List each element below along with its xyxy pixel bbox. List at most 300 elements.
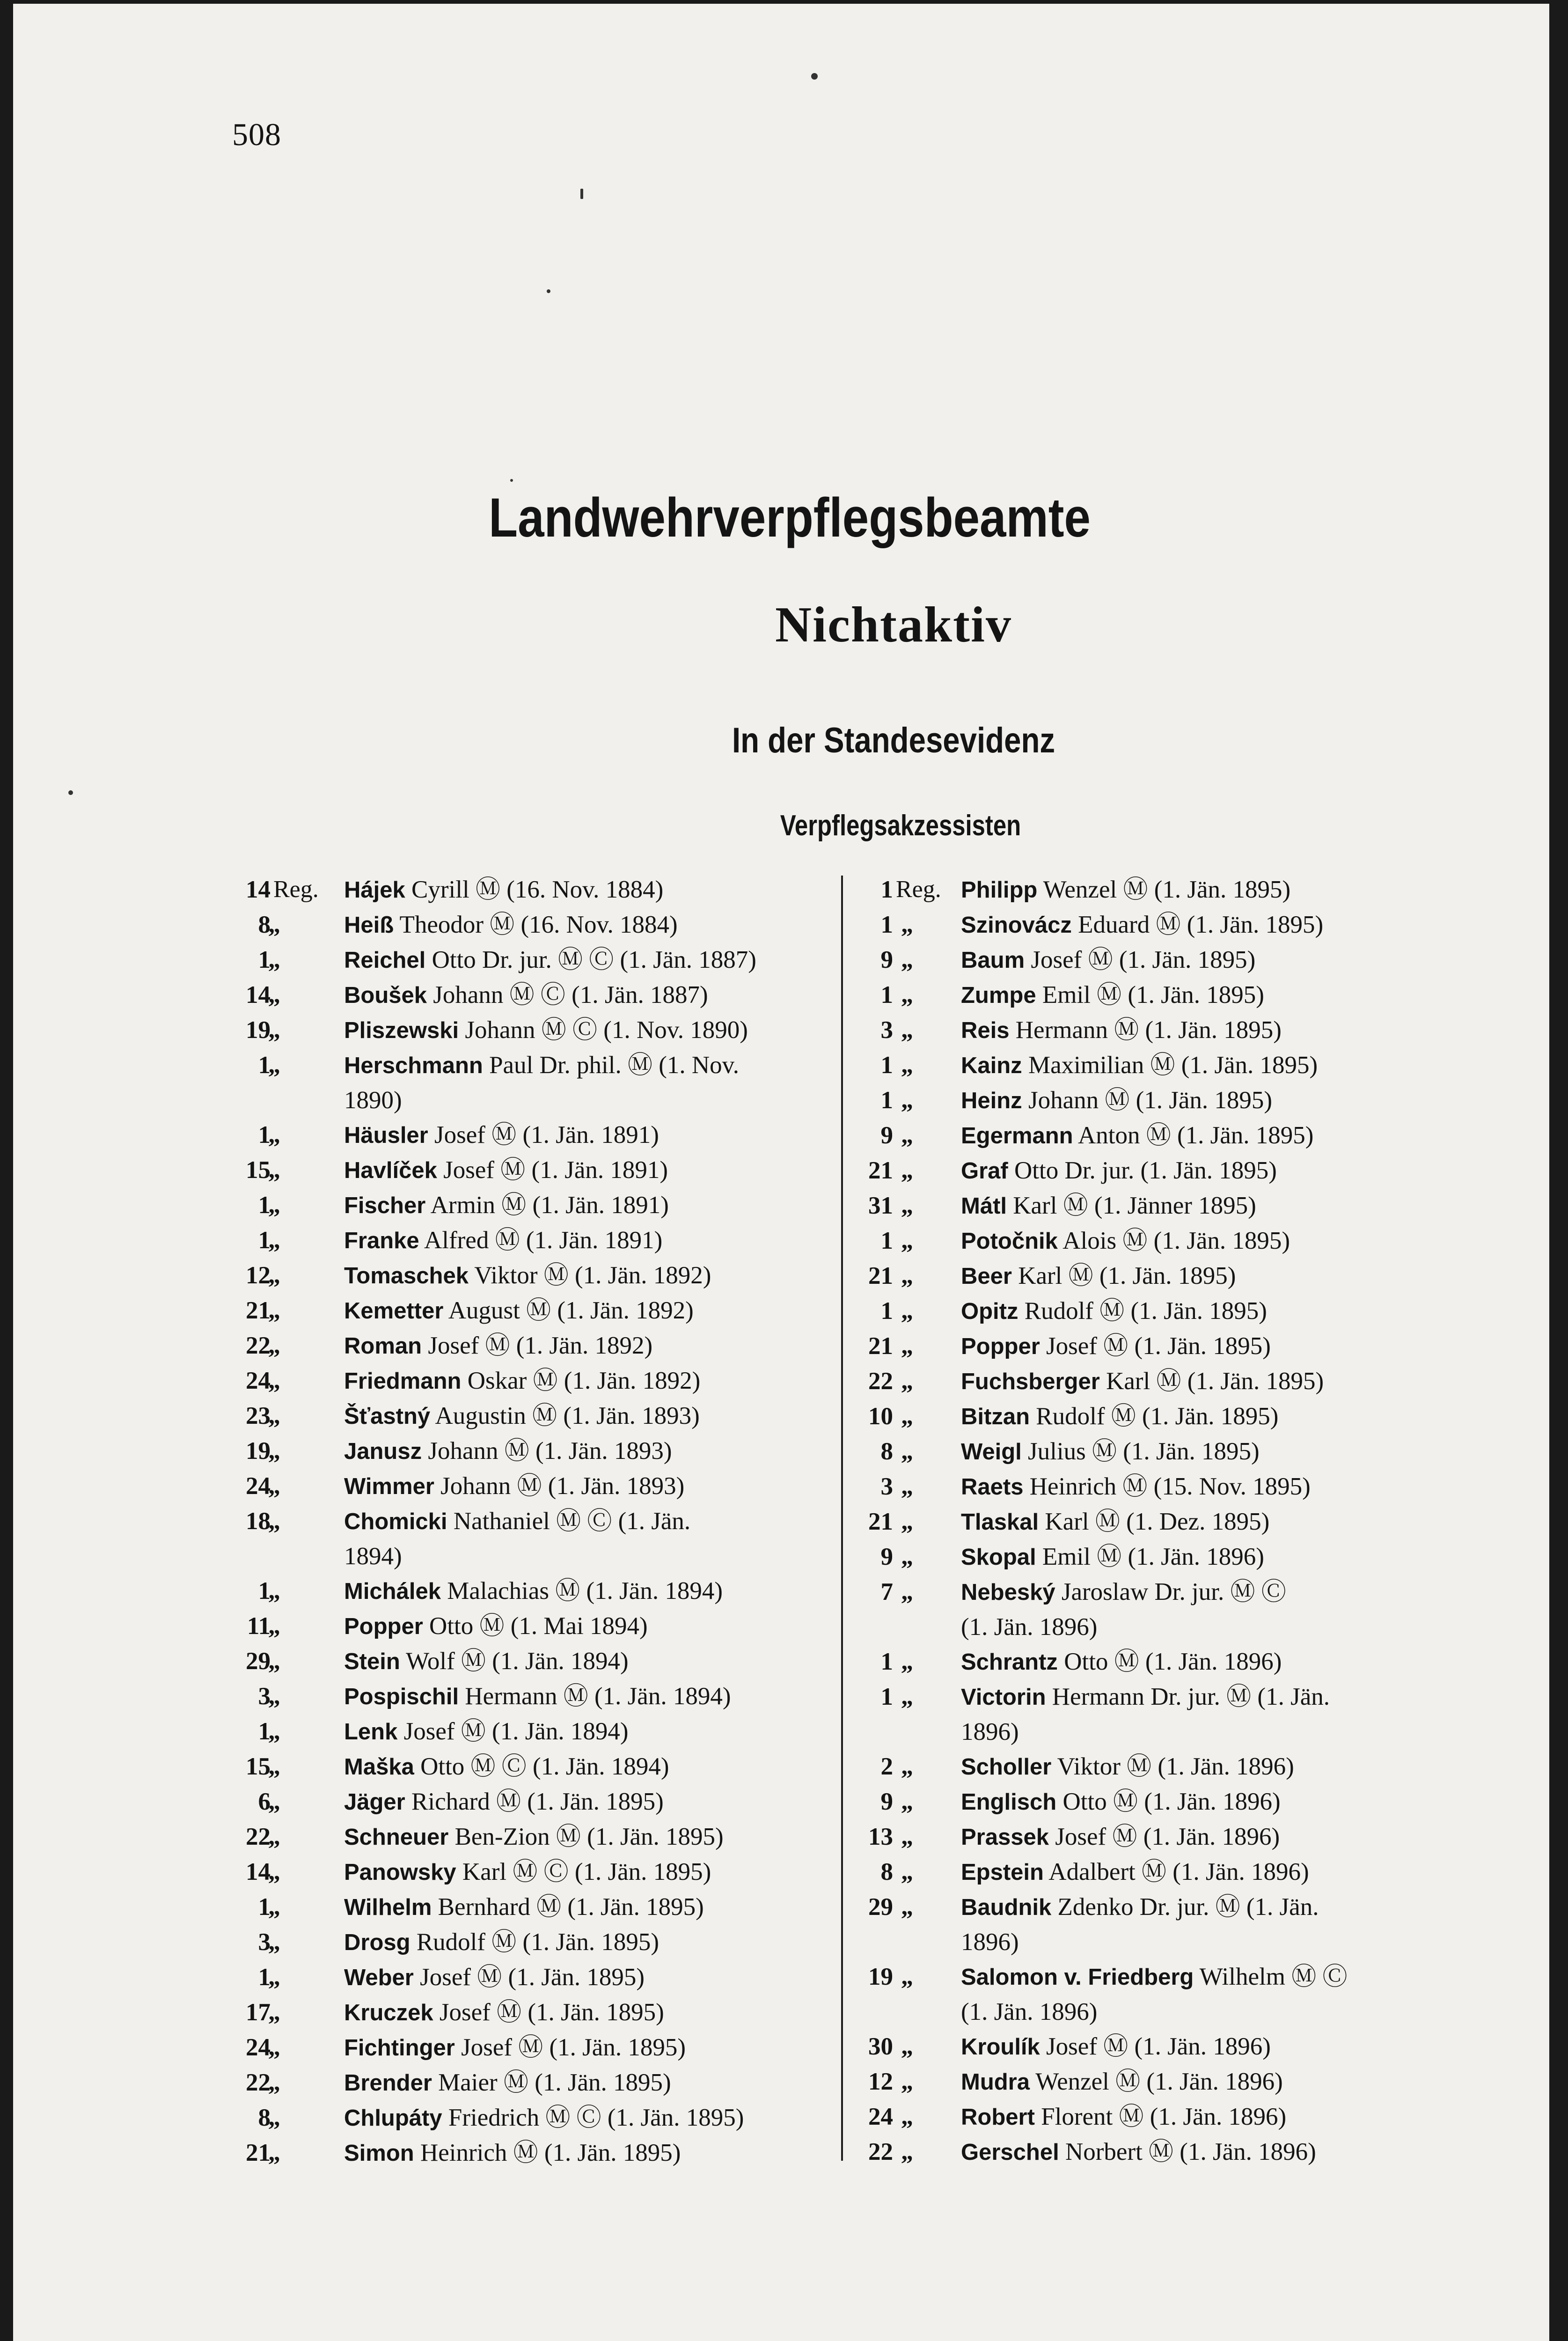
regiment-number: 24 bbox=[246, 2034, 271, 2061]
given-name-and-date: Eduard Ⓜ (1. Jän. 1895) bbox=[1071, 911, 1324, 938]
given-name-and-date: Rudolf Ⓜ (1. Jän. 1895) bbox=[410, 1929, 659, 1956]
ditto-mark: „ bbox=[901, 1087, 913, 1113]
surname: Šťastný bbox=[344, 1404, 431, 1429]
officer-entry bbox=[344, 2100, 838, 2135]
surname: Wimmer bbox=[344, 1474, 434, 1499]
ditto-mark: „ bbox=[901, 1227, 913, 1254]
entry-row bbox=[215, 1784, 838, 1819]
entry-row bbox=[856, 2029, 1464, 2064]
ditto-mark: „ bbox=[901, 1578, 913, 1605]
surname: Hájek bbox=[344, 877, 405, 903]
surname: Tomaschek bbox=[344, 1263, 469, 1288]
officer-entry bbox=[344, 1714, 838, 1749]
ditto-mark: „ bbox=[268, 1964, 280, 1990]
ditto-mark: „ bbox=[268, 911, 280, 938]
officer-entry bbox=[344, 907, 838, 942]
ditto-mark: „ bbox=[268, 1788, 280, 1815]
surname: Franke bbox=[344, 1228, 419, 1253]
entry-row bbox=[856, 1434, 1464, 1469]
given-name-and-date: Josef Ⓜ (1. Jän. 1894) bbox=[397, 1718, 629, 1745]
officer-entry bbox=[961, 1118, 1464, 1153]
regiment-number: 24 bbox=[868, 2103, 893, 2130]
scan-speck bbox=[547, 289, 550, 293]
given-name-and-date: Wenzel Ⓜ (1. Jän. 1895) bbox=[1037, 876, 1291, 903]
officer-entry bbox=[961, 1504, 1464, 1539]
regiment-number: 24 bbox=[246, 1367, 271, 1394]
entry-row bbox=[215, 1890, 838, 1925]
ditto-mark: „ bbox=[268, 2104, 280, 2131]
ditto-mark: „ bbox=[901, 1438, 913, 1465]
officer-entry bbox=[344, 1293, 838, 1328]
officer-entry bbox=[961, 2135, 1464, 2170]
ditto-mark: „ bbox=[901, 1473, 913, 1500]
given-name-and-date: Oskar Ⓜ (1. Jän. 1892) bbox=[461, 1367, 701, 1394]
entry-row bbox=[856, 1048, 1464, 1083]
regiment-number: 9 bbox=[880, 946, 893, 973]
officer-entry bbox=[961, 1364, 1464, 1399]
surname: Reis bbox=[961, 1018, 1010, 1043]
entry-row bbox=[215, 1504, 838, 1574]
regiment-number: 2 bbox=[880, 1753, 893, 1780]
ditto-mark: „ bbox=[901, 1683, 913, 1710]
officer-entry bbox=[344, 942, 838, 978]
given-name-and-date: Johann Ⓜ (1. Jän. 1895) bbox=[1022, 1087, 1273, 1114]
main-title: Landwehrverpflegsbeamte bbox=[489, 487, 1091, 549]
entry-continuation: 1896) bbox=[961, 1929, 1019, 1956]
regiment-number: 6 bbox=[258, 1788, 271, 1815]
surname: Friedmann bbox=[344, 1369, 462, 1394]
entry-row bbox=[856, 1013, 1464, 1048]
ditto-mark: „ bbox=[268, 1823, 280, 1850]
surname: Drosg bbox=[344, 1930, 410, 1955]
entry-row bbox=[856, 1749, 1464, 1784]
entry-row bbox=[856, 1644, 1464, 1679]
surname: Chomicki bbox=[344, 1509, 447, 1534]
surname: Potočnik bbox=[961, 1229, 1058, 1254]
regiment-number: 9 bbox=[880, 1122, 893, 1149]
scan-speck bbox=[811, 73, 818, 80]
surname: Wilhelm bbox=[344, 1895, 432, 1920]
given-name-and-date: Wilhelm Ⓜ Ⓒ bbox=[1194, 1963, 1348, 1990]
given-name-and-date: Viktor Ⓜ (1. Jän. 1892) bbox=[468, 1262, 711, 1289]
surname: Heinz bbox=[961, 1088, 1022, 1113]
entry-row bbox=[856, 2099, 1464, 2135]
officer-entry bbox=[344, 1855, 838, 1890]
ditto-mark: „ bbox=[268, 1893, 280, 1920]
ditto-mark: „ bbox=[901, 1823, 913, 1850]
regiment-number: 21 bbox=[868, 1157, 893, 1184]
scan-speck bbox=[580, 189, 583, 199]
surname: Kainz bbox=[961, 1053, 1022, 1078]
officer-entry bbox=[344, 2135, 838, 2171]
entry-row bbox=[215, 2030, 838, 2065]
regiment-number: 31 bbox=[868, 1192, 893, 1219]
entry-row bbox=[215, 2100, 838, 2135]
ditto-mark: „ bbox=[268, 1858, 280, 1885]
given-name-and-date: August Ⓜ (1. Jän. 1892) bbox=[443, 1297, 694, 1324]
officer-entry bbox=[344, 1363, 838, 1399]
surname: Robert bbox=[961, 2105, 1035, 2130]
officer-entry bbox=[961, 2099, 1464, 2135]
surname: Popper bbox=[344, 1614, 423, 1639]
regiment-number: 19 bbox=[246, 1437, 271, 1465]
surname: Heiß bbox=[344, 913, 394, 938]
entry-row bbox=[856, 1855, 1464, 1890]
entry-row bbox=[856, 2064, 1464, 2099]
surname: Simon bbox=[344, 2141, 414, 2166]
regiment-number: 11 bbox=[247, 1612, 271, 1640]
entry-row bbox=[856, 1259, 1464, 1294]
surname: Reichel bbox=[344, 948, 426, 973]
entry-row bbox=[856, 1153, 1464, 1188]
given-name-and-date: Heinrich Ⓜ (15. Nov. 1895) bbox=[1023, 1473, 1311, 1500]
entry-row bbox=[856, 1329, 1464, 1364]
entry-row bbox=[215, 1714, 838, 1749]
entry-row bbox=[856, 1819, 1464, 1855]
entry-row bbox=[856, 1188, 1464, 1223]
ditto-mark: „ bbox=[268, 1437, 280, 1464]
entry-row bbox=[215, 1644, 838, 1679]
given-name-and-date: Florent Ⓜ (1. Jän. 1896) bbox=[1034, 2103, 1287, 2130]
surname: Weigl bbox=[961, 1439, 1022, 1465]
ditto-mark: „ bbox=[901, 981, 913, 1008]
ditto-mark: „ bbox=[268, 2139, 280, 2166]
entry-row bbox=[856, 1364, 1464, 1399]
officer-entry bbox=[961, 2029, 1464, 2064]
ditto-mark: „ bbox=[268, 2034, 280, 2061]
officer-entry bbox=[961, 1329, 1464, 1364]
entry-row bbox=[856, 978, 1464, 1013]
regiment-number: 8 bbox=[258, 911, 271, 938]
surname: Panowsky bbox=[344, 1860, 456, 1885]
officer-entry bbox=[961, 1188, 1464, 1223]
regiment-number: 1 bbox=[258, 1052, 271, 1079]
ditto-mark: „ bbox=[901, 2138, 913, 2165]
regiment-number: 14 bbox=[246, 1858, 271, 1885]
entry-row bbox=[856, 942, 1464, 978]
entry-row bbox=[215, 1048, 838, 1118]
surname: Lenk bbox=[344, 1719, 398, 1745]
given-name-and-date: Alois Ⓜ (1. Jän. 1895) bbox=[1057, 1227, 1290, 1254]
given-name-and-date: Norbert Ⓜ (1. Jän. 1896) bbox=[1059, 2138, 1316, 2165]
ditto-mark: „ bbox=[268, 1121, 280, 1148]
surname: Kruczek bbox=[344, 2000, 433, 2025]
officer-entry bbox=[344, 1749, 838, 1784]
surname: Zumpe bbox=[961, 983, 1036, 1008]
ditto-mark: „ bbox=[901, 1648, 913, 1675]
given-name-and-date: Cyrill Ⓜ (16. Nov. 1884) bbox=[405, 876, 664, 903]
ditto-mark: „ bbox=[268, 1753, 280, 1780]
column-divider bbox=[841, 876, 843, 2161]
entry-continuation: 1890) bbox=[344, 1087, 402, 1114]
officer-entry bbox=[961, 1223, 1464, 1259]
regiment-number: 1 bbox=[258, 1227, 271, 1254]
entry-row bbox=[856, 1575, 1464, 1644]
ditto-mark: „ bbox=[901, 2033, 913, 2060]
surname: Szinovácz bbox=[961, 913, 1072, 938]
given-name-and-date: Karl Ⓜ (1. Dez. 1895) bbox=[1039, 1508, 1270, 1535]
entry-row bbox=[215, 907, 838, 942]
entry-row bbox=[856, 1223, 1464, 1259]
officer-entry bbox=[344, 1960, 838, 1995]
ditto-mark: „ bbox=[901, 2068, 913, 2095]
ditto-mark: „ bbox=[901, 1368, 913, 1394]
regiment-number: 17 bbox=[246, 1999, 271, 2026]
surname: Kemetter bbox=[344, 1298, 444, 1324]
given-name-and-date: Anton Ⓜ (1. Jän. 1895) bbox=[1073, 1122, 1314, 1149]
surname: Englisch bbox=[961, 1789, 1057, 1815]
given-name-and-date: Bernhard Ⓜ (1. Jän. 1895) bbox=[432, 1893, 704, 1921]
surname: Raets bbox=[961, 1474, 1024, 1500]
surname: Popper bbox=[961, 1334, 1040, 1359]
surname: Baudnik bbox=[961, 1895, 1052, 1920]
given-name-and-date: Rudolf Ⓜ (1. Jän. 1895) bbox=[1030, 1403, 1279, 1430]
surname: Baum bbox=[961, 948, 1025, 973]
surname: Stein bbox=[344, 1649, 400, 1674]
officer-entry bbox=[344, 1819, 838, 1855]
regiment-number: 12 bbox=[246, 1262, 271, 1289]
entry-row bbox=[215, 1995, 838, 2030]
entry-row bbox=[856, 872, 1464, 907]
ditto-mark: „ bbox=[901, 1052, 913, 1078]
given-name-and-date: Zdenko Dr. jur. Ⓜ (1. Jän. bbox=[1051, 1893, 1319, 1921]
entry-row bbox=[215, 942, 838, 978]
surname: Michálek bbox=[344, 1579, 441, 1604]
ditto-mark: „ bbox=[268, 1016, 280, 1043]
entry-row bbox=[215, 1469, 838, 1504]
regiment-number: 8 bbox=[880, 1438, 893, 1465]
given-name-and-date: Johann Ⓜ Ⓒ (1. Jän. 1887) bbox=[427, 981, 708, 1009]
surname: Pospischil bbox=[344, 1684, 459, 1709]
ditto-mark: „ bbox=[901, 946, 913, 973]
given-name-and-date: Wolf Ⓜ (1. Jän. 1894) bbox=[400, 1648, 629, 1675]
surname: Victorin bbox=[961, 1685, 1046, 1710]
given-name-and-date: Friedrich Ⓜ Ⓒ (1. Jän. 1895) bbox=[442, 2104, 744, 2131]
officer-entry bbox=[961, 1575, 1464, 1644]
given-name-and-date: Karl Ⓜ (1. Jän. 1895) bbox=[1011, 1262, 1236, 1289]
entry-row bbox=[215, 1434, 838, 1469]
given-name-and-date: Theodor Ⓜ (16. Nov. 1884) bbox=[394, 911, 678, 938]
ditto-mark: „ bbox=[268, 1612, 280, 1639]
surname: Roman bbox=[344, 1333, 422, 1359]
entry-row bbox=[215, 978, 838, 1013]
section-heading: Verpflegsakzessisten bbox=[780, 810, 1021, 842]
surname: Philipp bbox=[961, 877, 1038, 903]
officer-entry bbox=[344, 1784, 838, 1819]
entry-row bbox=[215, 1293, 838, 1328]
ditto-mark: „ bbox=[901, 1508, 913, 1535]
officer-entry bbox=[344, 872, 838, 907]
ditto-mark: „ bbox=[268, 1297, 280, 1324]
entry-row bbox=[215, 1258, 838, 1293]
officer-entry bbox=[961, 1679, 1464, 1749]
ditto-mark: „ bbox=[268, 981, 280, 1008]
surname: Maška bbox=[344, 1754, 414, 1780]
entry-row bbox=[856, 1083, 1464, 1118]
regiment-number: 1 bbox=[258, 1893, 271, 1921]
entry-row bbox=[215, 1188, 838, 1223]
officer-entry bbox=[344, 1644, 838, 1679]
regiment-number: 13 bbox=[868, 1823, 893, 1850]
regiment-number: 3 bbox=[258, 1929, 271, 1956]
officer-entry bbox=[961, 1013, 1464, 1048]
entry-continuation: (1. Jän. 1896) bbox=[961, 1998, 1098, 2025]
ditto-mark: „ bbox=[268, 2069, 280, 2096]
officer-entry bbox=[344, 2030, 838, 2065]
officer-entry bbox=[344, 1223, 838, 1258]
officer-entry bbox=[961, 1399, 1464, 1434]
entry-row bbox=[215, 1819, 838, 1855]
ditto-mark: „ bbox=[268, 1648, 280, 1674]
surname: Havlíček bbox=[344, 1158, 437, 1183]
entry-row bbox=[856, 1890, 1464, 1959]
ditto-mark: „ bbox=[901, 1157, 913, 1184]
regiment-number: 8 bbox=[880, 1858, 893, 1885]
ditto-mark: „ bbox=[901, 1122, 913, 1148]
regiment-number: 21 bbox=[868, 1262, 893, 1289]
officer-entry bbox=[344, 1609, 838, 1644]
officer-entry bbox=[344, 1925, 838, 1960]
officer-entry bbox=[961, 1819, 1464, 1855]
ditto-mark: „ bbox=[901, 1858, 913, 1885]
regiment-number: 1 bbox=[880, 1052, 893, 1079]
regiment-number: 21 bbox=[868, 1332, 893, 1360]
entry-row bbox=[856, 1784, 1464, 1819]
right-column bbox=[856, 872, 1464, 2170]
regiment-number: 3 bbox=[880, 1016, 893, 1044]
surname: Epstein bbox=[961, 1860, 1044, 1885]
regiment-abbrev: Reg. bbox=[273, 876, 319, 903]
given-name-and-date: Josef Ⓜ (1. Jän. 1895) bbox=[1025, 946, 1256, 973]
given-name-and-date: Hermann Ⓜ (1. Jän. 1895) bbox=[1009, 1016, 1282, 1044]
entry-row bbox=[215, 1609, 838, 1644]
surname: Fichtinger bbox=[344, 2035, 455, 2061]
regiment-number: 15 bbox=[246, 1156, 271, 1184]
ditto-mark: „ bbox=[268, 1508, 280, 1534]
officer-entry bbox=[344, 1679, 838, 1714]
entry-row bbox=[856, 1294, 1464, 1329]
officer-entry bbox=[961, 1434, 1464, 1469]
ditto-mark: „ bbox=[268, 946, 280, 973]
regiment-number: 12 bbox=[868, 2068, 893, 2095]
given-name-and-date: Otto Dr. jur. (1. Jän. 1895) bbox=[1008, 1157, 1277, 1184]
entry-row bbox=[215, 2065, 838, 2100]
surname: Egermann bbox=[961, 1123, 1073, 1148]
regiment-number: 21 bbox=[246, 2139, 271, 2166]
surname: Tlaskal bbox=[961, 1509, 1039, 1535]
regiment-number: 22 bbox=[246, 2069, 271, 2096]
officer-entry bbox=[961, 1855, 1464, 1890]
officer-entry bbox=[344, 1153, 838, 1188]
given-name-and-date: Paul Dr. phil. Ⓜ (1. Nov. bbox=[483, 1052, 739, 1079]
ditto-mark: „ bbox=[268, 1367, 280, 1394]
ditto-mark: „ bbox=[268, 1052, 280, 1078]
officer-entry bbox=[344, 978, 838, 1013]
given-name-and-date: Augustin Ⓜ (1. Jän. 1893) bbox=[430, 1402, 700, 1429]
officer-entry bbox=[344, 1574, 838, 1609]
regiment-number: 8 bbox=[258, 2104, 271, 2131]
ditto-mark: „ bbox=[268, 1683, 280, 1709]
entry-row bbox=[856, 1539, 1464, 1575]
entry-row bbox=[856, 1469, 1464, 1504]
given-name-and-date: Ben-Zion Ⓜ (1. Jän. 1895) bbox=[448, 1823, 724, 1850]
regiment-number: 1 bbox=[880, 1648, 893, 1675]
surname: Salomon v. Friedberg bbox=[961, 1965, 1194, 1990]
ditto-mark: „ bbox=[268, 1472, 280, 1499]
surname: Graf bbox=[961, 1158, 1008, 1184]
page-number: 508 bbox=[232, 117, 281, 152]
ditto-mark: „ bbox=[901, 1262, 913, 1289]
ditto-mark: „ bbox=[268, 1402, 280, 1429]
officer-entry bbox=[961, 1153, 1464, 1188]
entry-row bbox=[215, 1118, 838, 1153]
regiment-number: 9 bbox=[880, 1543, 893, 1570]
regiment-number: 1 bbox=[258, 1718, 271, 1745]
surname: Brender bbox=[344, 2070, 432, 2096]
ditto-mark: „ bbox=[901, 1753, 913, 1780]
given-name-and-date: Johann Ⓜ (1. Jän. 1893) bbox=[434, 1472, 685, 1500]
regiment-number: 21 bbox=[246, 1297, 271, 1324]
entry-continuation: 1894) bbox=[344, 1543, 402, 1570]
subtitle: Nichtaktiv bbox=[775, 597, 1012, 653]
entry-row bbox=[215, 1399, 838, 1434]
regiment-number: 1 bbox=[258, 1964, 271, 1991]
officer-entry bbox=[961, 2064, 1464, 2099]
given-name-and-date: Adalbert Ⓜ (1. Jän. 1896) bbox=[1043, 1858, 1309, 1885]
regiment-number: 29 bbox=[246, 1648, 271, 1675]
given-name-and-date: Otto Dr. jur. Ⓜ Ⓒ (1. Jän. 1887) bbox=[425, 946, 756, 973]
officer-entry bbox=[344, 1328, 838, 1363]
officer-entry bbox=[961, 1048, 1464, 1083]
scan-speck bbox=[510, 479, 513, 482]
given-name-and-date: Johann Ⓜ Ⓒ (1. Nov. 1890) bbox=[459, 1016, 748, 1044]
given-name-and-date: Maier Ⓜ (1. Jän. 1895) bbox=[432, 2069, 671, 2096]
officer-entry bbox=[961, 1259, 1464, 1294]
officer-entry bbox=[961, 1469, 1464, 1504]
surname: Pliszewski bbox=[344, 1018, 459, 1043]
ditto-mark: „ bbox=[268, 1718, 280, 1745]
given-name-and-date: Josef Ⓜ (1. Jän. 1895) bbox=[1040, 1332, 1271, 1360]
entry-row bbox=[856, 907, 1464, 942]
regiment-number: 14 bbox=[246, 876, 271, 903]
surname: Beer bbox=[961, 1264, 1012, 1289]
given-name-and-date: Josef Ⓜ (1. Jän. 1896) bbox=[1040, 2033, 1271, 2060]
regiment-number: 19 bbox=[246, 1016, 271, 1044]
entry-row bbox=[856, 1959, 1464, 2029]
officer-entry bbox=[344, 1399, 838, 1434]
entry-row bbox=[215, 1960, 838, 1995]
given-name-and-date: Josef Ⓜ (1. Jän. 1891) bbox=[437, 1156, 668, 1184]
entry-row bbox=[215, 1153, 838, 1188]
officer-entry bbox=[961, 1539, 1464, 1575]
regiment-number: 1 bbox=[880, 1087, 893, 1114]
officer-entry bbox=[961, 978, 1464, 1013]
surname: Schneuer bbox=[344, 1825, 449, 1850]
given-name-and-date: Heinrich Ⓜ (1. Jän. 1895) bbox=[414, 2139, 681, 2166]
entry-row bbox=[856, 1118, 1464, 1153]
surname: Schrantz bbox=[961, 1649, 1058, 1675]
officer-entry bbox=[344, 2065, 838, 2100]
regiment-number: 3 bbox=[258, 1683, 271, 1710]
left-column bbox=[215, 872, 838, 2171]
entry-continuation: 1896) bbox=[961, 1718, 1019, 1745]
given-name-and-date: Josef Ⓜ (1. Jän. 1895) bbox=[454, 2034, 686, 2061]
given-name-and-date: Karl Ⓜ (1. Jänner 1895) bbox=[1007, 1192, 1256, 1219]
surname: Prassek bbox=[961, 1825, 1049, 1850]
given-name-and-date: Jaroslaw Dr. jur. Ⓜ Ⓒ bbox=[1055, 1578, 1286, 1605]
entry-row bbox=[215, 1574, 838, 1609]
surname: Skopal bbox=[961, 1545, 1036, 1570]
